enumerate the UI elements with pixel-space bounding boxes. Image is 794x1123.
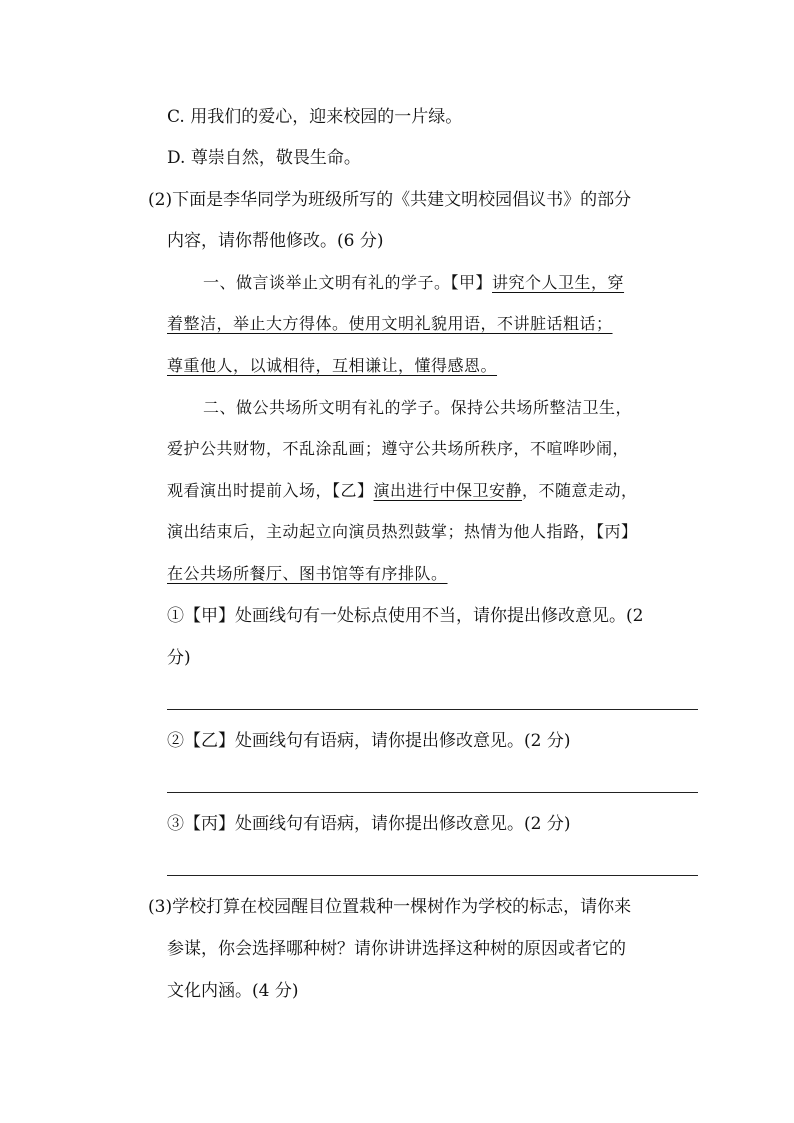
passage-paragraph-2-line-1: 二、做公共场所文明有礼的学子。保持公共场所整洁卫生， bbox=[203, 398, 633, 417]
sub-question-1: ①【甲】处画线句有一处标点使用不当，请你提出修改意见。(2 bbox=[167, 606, 644, 626]
sub-question-1-continued: 分) bbox=[167, 648, 191, 668]
question-3-prompt: (3)学校打算在校园醒目位置栽种一棵树作为学校的标志，请你来 bbox=[148, 897, 632, 917]
question-2-prompt: (2)下面是李华同学为班级所写的《共建文明校园倡议书》的部分 bbox=[148, 190, 632, 210]
marker-yi: 【乙】 bbox=[332, 481, 374, 500]
answer-line-3[interactable] bbox=[167, 875, 698, 876]
answer-line-2[interactable] bbox=[167, 792, 698, 793]
passage-paragraph-2-line-3 bbox=[167, 480, 638, 502]
passage-paragraph-2-line-2: 爱护公共财物，不乱涂乱画；遵守公共场所秩序，不喧哗吵闹， bbox=[167, 439, 630, 458]
passage-paragraph-2-line-4: 演出结束后，主动起立向演员热烈鼓掌；热情为他人指路，【丙】 bbox=[167, 522, 638, 541]
underlined-sentence-yi: 演出进行中保卫安静 bbox=[373, 481, 523, 500]
underlined-sentence-jia: 讲究个人卫生，穿 bbox=[492, 273, 625, 292]
passage-text: 观看演出时提前入场， bbox=[167, 481, 333, 500]
passage-text: ，不随意走动， bbox=[522, 481, 638, 500]
option-c: C. 用我们的爱心，迎来校园的一片绿。 bbox=[167, 107, 463, 127]
option-d: D. 尊崇自然，敬畏生命。 bbox=[167, 148, 361, 168]
marker-jia: 【甲】 bbox=[450, 273, 493, 292]
question-3-prompt-line-3: 文化内涵。(4 分) bbox=[167, 981, 299, 1001]
question-2-prompt-continued: 内容，请你帮他修改。(6 分) bbox=[167, 231, 384, 251]
passage-paragraph-1-line-2: 着整洁，举止大方得体。使用文明礼貌用语，不讲脏话粗话； bbox=[167, 314, 613, 333]
underlined-sentence-bing: 在公共场所餐厅、图书馆等有序排队。 bbox=[167, 564, 448, 583]
answer-line-1[interactable] bbox=[167, 709, 698, 710]
question-3-prompt-line-2: 参谋，你会选择哪种树？请你讲讲选择这种树的原因或者它的 bbox=[167, 939, 626, 959]
sub-question-2: ②【乙】处画线句有语病，请你提出修改意见。(2 分) bbox=[167, 731, 571, 751]
sub-question-3: ③【丙】处画线句有语病，请你提出修改意见。(2 分) bbox=[167, 814, 571, 834]
passage-paragraph-1-intro: 一、做言谈举止文明有礼的学子。 bbox=[203, 273, 451, 292]
passage-paragraph-1-line-1 bbox=[203, 272, 624, 294]
passage-paragraph-1-line-3: 尊重他人，以诚相待，互相谦让，懂得感恩。 bbox=[167, 356, 498, 375]
